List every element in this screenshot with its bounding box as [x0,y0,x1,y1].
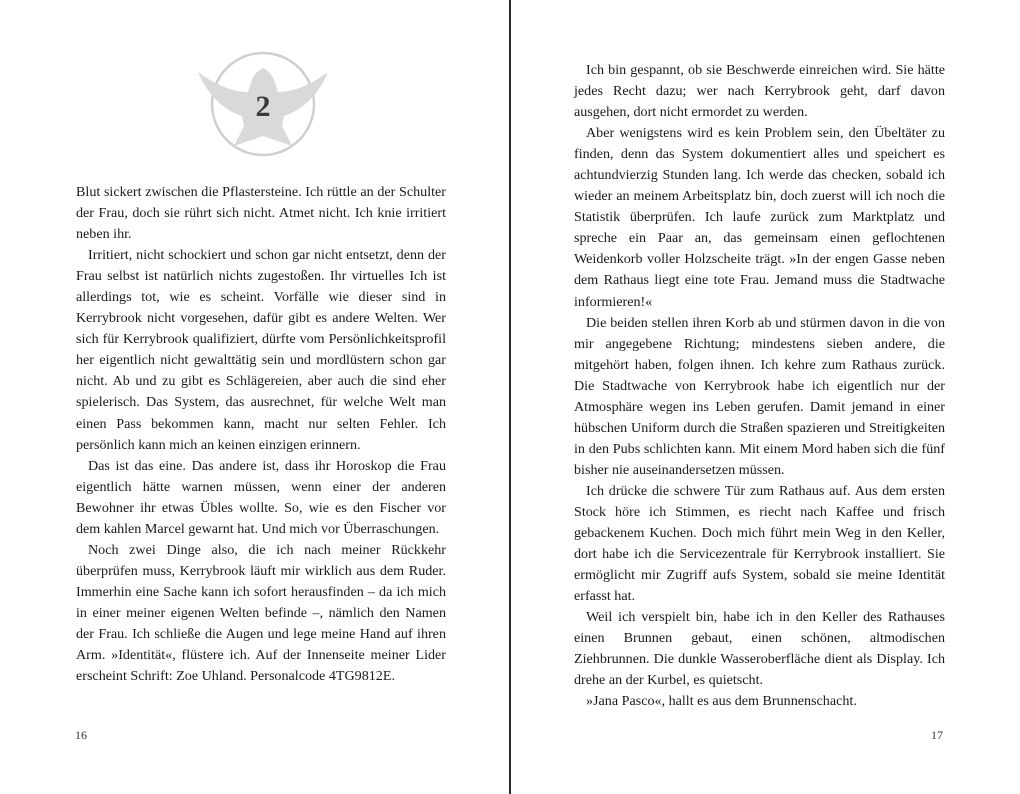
page-number-right: 17 [931,728,943,742]
page-number-left: 16 [75,728,87,742]
paragraph: Ich drücke die schwere Tür zum Rathaus auf. Aus dem ersten Stock höre ich Stimmen, es riecht nach Kaffee und frisch gebackenem Kuchen. Doch mich führt mein Weg in den Keller, dort habe ich die Servicezentrale für Kerrybrook installiert. Sie ermöglicht mir Zugriff aufs System, sobald sie meine Identität erfasst hat. [574,482,945,605]
left-page [0,0,509,794]
paragraph: Ich bin gespannt, ob sie Beschwerde einreichen wird. Sie hätte jedes Recht dazu; wer nach Kerrybrook geht, darf davon ausgehen, dort nicht ermordet zu werden. [574,62,945,121]
dove-ornament-icon [196,50,330,158]
left-page-body [76,182,446,687]
paragraph: Die beiden stellen ihren Korb ab und stürmen davon in die von mir angegebene Richtung; mindestens sieben andere, die mitgehört haben, folgen ihnen. Ich kehre zum Rathaus zurück. Die Stadtwache von Kerrybrook habe ich eigentlich nur der Atmosphäre wegen ins Leben gerufen. Damit jemand in einer hübschen Uniform durch die Straßen spazieren und Streitigkeiten in den Pubs schlichten kann. Mit einem Mord haben sich die fünf bisher nie auseinandersetzen müssen. [574,314,945,478]
right-page-body [574,60,945,712]
paragraph: Blut sickert zwischen die Pflastersteine. Ich rüttle an der Schulter der Frau, doch sie rührt sich nicht. Atmet nicht. Ich knie irritiert neben ihr. [76,184,446,243]
paragraph: Das ist das eine. Das andere ist, dass ihr Horoskop die Frau eigentlich hätte warnen müssen, wenn einer der anderen Bewohner ihr etwas Übles wollte. So, wie es den Fischer vor dem kahlen Marcel gewarnt hat. Und mich vor Überraschungen. [76,457,446,537]
right-page [511,0,1020,794]
paragraph: Weil ich verspielt bin, habe ich in den Keller des Rathauses einen Brunnen gebaut, einen schönen, altmodischen Ziehbrunnen. Die dunkle Wasseroberfläche dient als Display. Ich drehe an der Kurbel, es quietscht. [574,609,945,689]
paragraph: Aber wenigstens wird es kein Problem sein, den Übeltäter zu finden, denn das System dokumentiert alles und speichert es achtundvierzig Stunden lang. Ich werde das checken, sobald ich wieder an meinem Arbeitsplatz bin, doch zuerst will ich noch die Statistik überprüfen. Ich laufe zurück zum Marktplatz und spreche ein Paar an, das gemeinsam einen geflochtenen Weidenkorb voller Holzscheite trägt. »In der engen Gasse neben dem Rathaus liegt eine tote Frau. Jemand muss die Stadtwache informieren!« [574,125,945,310]
chapter-number: 2 [255,90,271,123]
paragraph: Noch zwei Dinge also, die ich nach meiner Rückkehr überprüfen muss, Kerrybrook läuft mir wirklich aus dem Ruder. Immerhin eine Sache kann ich sofort herausfinden – da ich mich in einer meiner eigenen Welten befinde –, nämlich den Namen der Frau. Ich schließe die Augen und lege meine Hand auf ihren Arm. »Identität«, flüstere ich. Auf der Innenseite meiner Lider erscheint Schrift: Zoe Uhland. Personalcode 4TG9812E. [76,541,446,685]
paragraph: Irritiert, nicht schockiert und schon gar nicht entsetzt, denn der Frau selbst ist natürlich nichts zugestoßen. Ihr virtuelles Ich ist allerdings tot, wie es scheint. Vorfälle wie dieser sind in Kerrybrook nicht vorgesehen, dafür gibt es andere Welten. Wer sich für Kerrybrook qualifiziert, dürfte vom Persönlichkeitsprofil her eigentlich nicht gewalttätig sein und mordlüstern schon gar nicht. Ab und zu gibt es Schlägereien, aber auch die sind eher spielerisch. Das System, das ausrechnet, für welche Welt man einen Pass bekommen kann, macht nur selten Fehler. Ich persönlich kann mich an keinen einzigen erinnern. [76,247,446,453]
paragraph: »Jana Pasco«, hallt es aus dem Brunnenschacht. [586,693,857,710]
